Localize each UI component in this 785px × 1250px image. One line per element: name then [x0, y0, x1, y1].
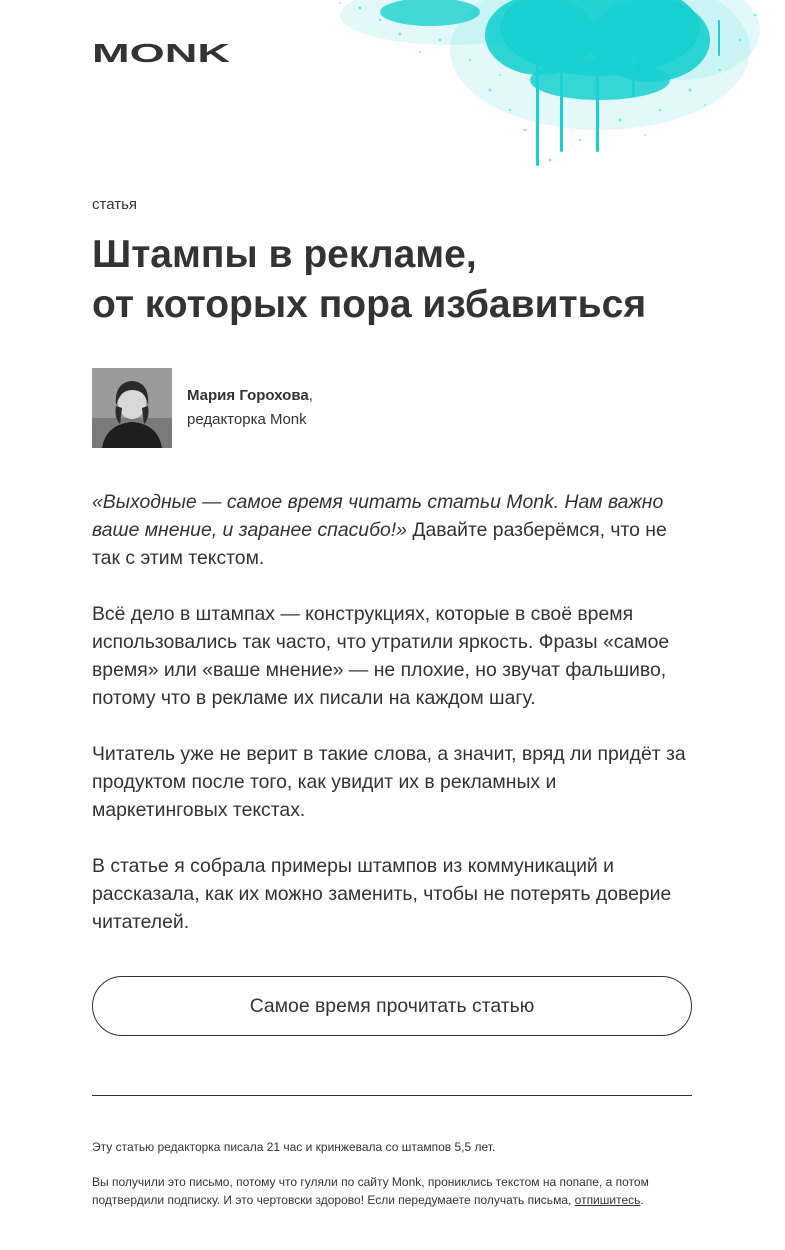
- article-category-label: статья: [92, 196, 138, 213]
- body-paragraph-3: Читатель уже не верит в такие слова, а значит, вряд ли придёт за продуктом после того, как увидит их в рекламных и маркетинговых текстах.: [92, 743, 686, 821]
- footer-legal-text: Вы получили это письмо, потому что гуляли по сайту Monk, прониклись текстом на попапе, а потом подтвердили подписку. И это чертовски здорово! Если передумаете получать письма,: [92, 1175, 649, 1207]
- author-name-line: [187, 384, 313, 408]
- unsubscribe-link[interactable]: отпишитесь: [574, 1193, 641, 1207]
- author-name-suffix: ,: [308, 387, 313, 404]
- article-title-line-2: от которых пора избавиться: [92, 283, 647, 326]
- monk-logo[interactable]: [92, 40, 232, 66]
- body-paragraph-1: [92, 488, 692, 572]
- author-avatar: [92, 368, 172, 448]
- footer-legal: [92, 1173, 692, 1209]
- footer-note: Эту статью редакторка писала 21 час и кринжевала со штампов 5,5 лет.: [92, 1140, 496, 1154]
- body-paragraph-4: В статье я собрала примеры штампов из коммуникаций и рассказала, как их можно заменить, чтобы не потерять доверие читателей.: [92, 855, 672, 933]
- article-title: [92, 230, 732, 330]
- body-paragraph-1-rest: Давайте разберёмся, что не так с этим текстом.: [92, 519, 667, 569]
- body-paragraph-2: Всё дело в штампах — конструкциях, которые в своё время использовались так часто, что утратили яркость. Фразы «самое время» или «ваше мнение» — не плохие, но звучат фальшиво, потому что в рекламе их писали на каждом шагу.: [92, 603, 670, 709]
- author-block: [92, 368, 313, 448]
- author-name: Мария Горохова: [187, 387, 309, 404]
- paint-splash-decoration: [300, 0, 770, 185]
- body-quote: «Выходные — самое время читать статьи Monk. Нам важно ваше мнение, и заранее спасибо!»: [92, 491, 664, 541]
- article-body: [92, 488, 692, 964]
- author-photo-icon: [92, 368, 172, 448]
- read-article-button[interactable]: Самое время прочитать статью: [92, 976, 692, 1036]
- svg-text:MONK: MONK: [92, 40, 231, 66]
- author-info: [187, 384, 313, 432]
- footer-divider: [92, 1095, 692, 1096]
- article-title-line-1: Штампы в рекламе,: [92, 233, 477, 276]
- footer-legal-end: .: [640, 1193, 644, 1207]
- author-role: редакторка Monk: [187, 411, 307, 428]
